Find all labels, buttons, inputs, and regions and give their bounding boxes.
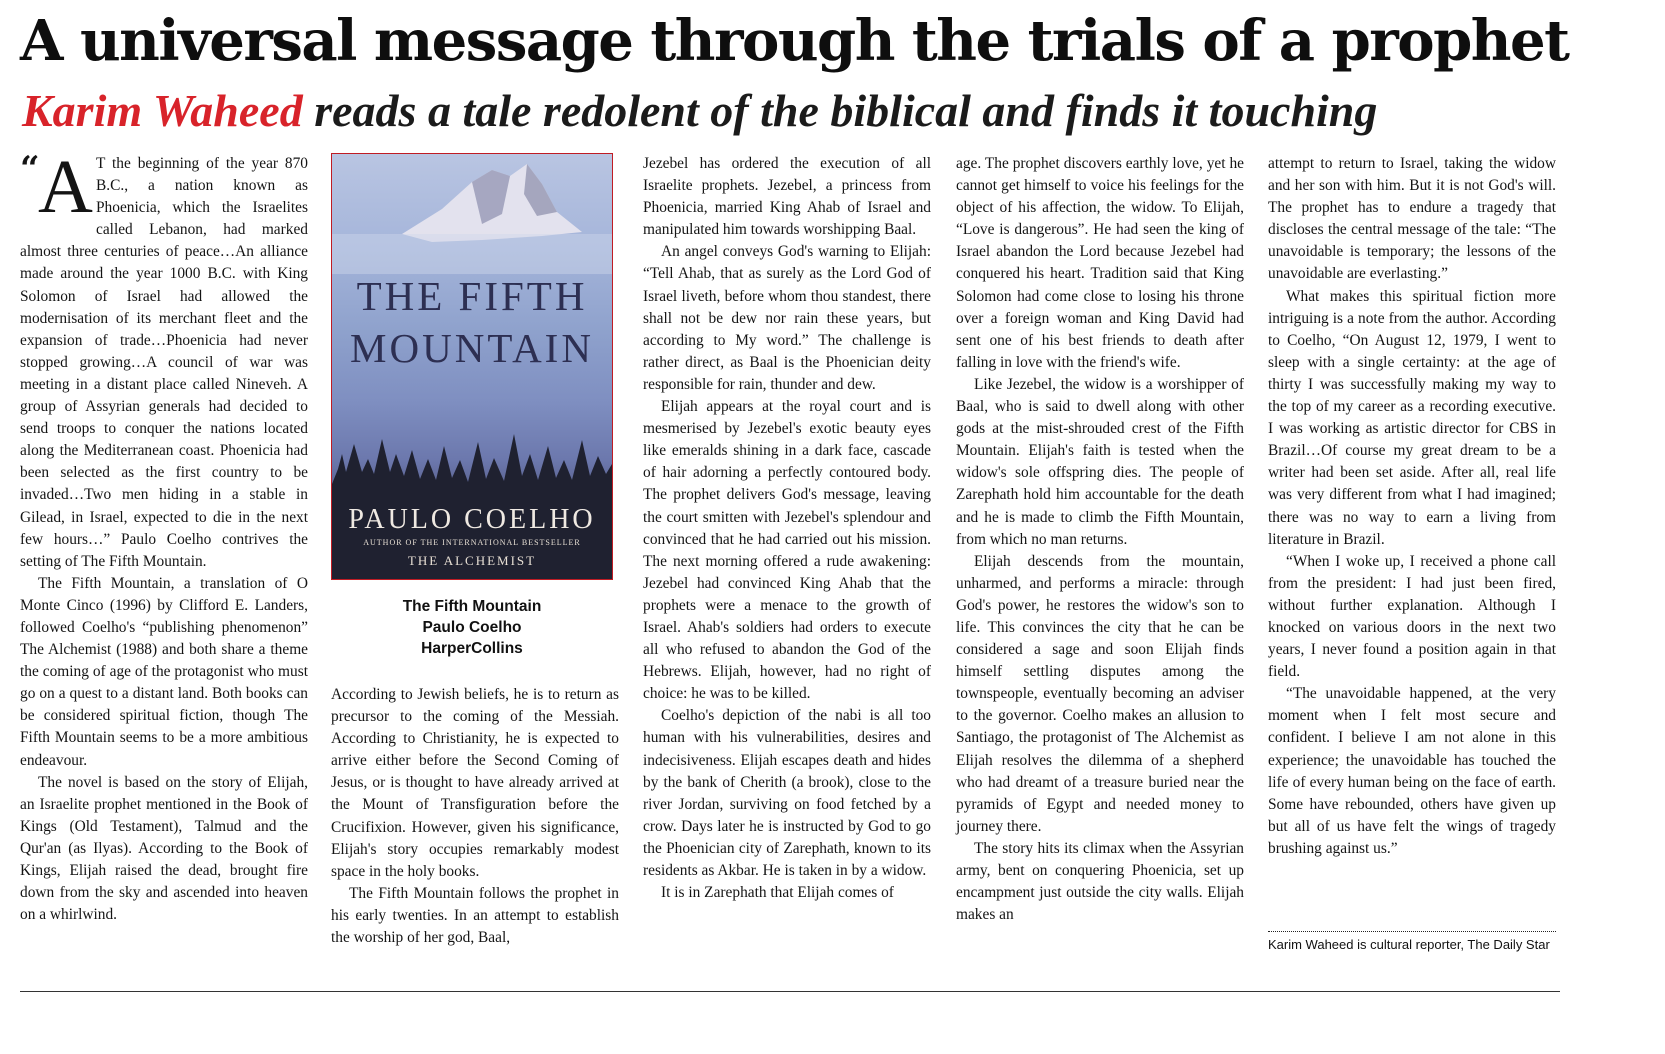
subhead [22,82,1377,140]
article-paragraph-6: An angel conveys God's warning to Elijah: “Tell Ahab, that as surely as the Lord God of Israel liveth, before whom thou standest, there shall not be dew nor rain these years, but according to My word.” The challenge is rather direct, as Baal is the Phoenician deity responsible for rain, thunder and dew. [643,243,931,393]
article-column-4 [956,153,1244,926]
article-column-3 [643,153,931,904]
drop-cap [20,145,96,229]
drop-cap-letter: A [38,145,93,229]
byline: Karim Waheed is cultural reporter, The Daily Star [1268,937,1550,952]
article-paragraph-13: What makes this spiritual fiction more intriguing is a note from the author. According to Coelho, “On August 12, 1979, I went to sleep with a single certainty: at the age of thirty I was successfully making my way to the top of my career as a recording executive. I was working as artistic director for CBS in Brazil…Of course my great dream to be a writer had been set aside. After all, real life was very different from what I had imagined; there was no way to earn a living from literature in Brazil. [1268,287,1556,548]
caption-author: Paulo Coelho [422,619,522,636]
article-paragraph-4: According to Jewish beliefs, he is to return as precursor to the coming of the Messiah. According to Christianity, he is expected to arrive either before the Second Coming of Jesus, or is thought to have already arrived at the Mount of Transfiguration before the Crucifixion. However, given his significance, Elijah's story occupies remarkably modest space in the holy books. [331,686,619,880]
cover-tagline-alchemist: THE ALCHEMIST [407,553,537,568]
article-paragraph-12-continued: attempt to return to Israel, taking the widow and her son with him. But it is not God's will. The prophet has to endure a tragedy that discloses the central message of the tale: “The unavoidable is temporary; the lessons of the unavoidable are everlasting.” [1268,155,1556,283]
article-paragraph-12: The story hits its climax when the Assyrian army, bent on conquering Phoenicia, set up encampment just outside the city walls. Elijah makes an [956,839,1244,924]
article-column-1 [20,145,308,926]
article-paragraph-5-continued: Jezebel has ordered the execution of all Israelite prophets. Jezebel, a princess from Phoenicia, married King Ahab of Israel and manipulated him towards worshipping Baal. [643,155,931,239]
article-column-5 [1268,153,1556,860]
article-paragraph-2: The Fifth Mountain, a translation of O Monte Cinco (1996) by Clifford E. Landers, followed Coelho's “publishing phenomenon” The Alchemist (1988) and both share a theme the coming of age of the protagonist who must go on a quest to a distant land. Both books can be considered spiritual fiction, though The Fifth Mountain seems to be a more ambitious endeavour. [20,574,308,769]
subhead-author: Karim Waheed [22,85,303,136]
article-paragraph-10: Like Jezebel, the widow is a worshipper of Baal, who is said to dwell along with other gods at the mist-shrouded crest of the Fifth Mountain. Elijah's faith is tested when the widow's sole offspring dies. The people of Zarephath hold him accountable for the death and he is made to climb the Fifth Mountain, from which no man returns. [956,375,1244,548]
article-paragraph-9-continued: age. The prophet discovers earthly love, yet he cannot get himself to voice his feelings for the object of his affection, the widow. To Elijah, “Love is dangerous”. He had seen the king of Israel abandon the Lord because Jezebel had conquered his heart. Tradition said that King Solomon had come close to losing his throne over a foreign woman and King David had sent one of his best friends to death after falling in love with the friend's wife. [956,155,1244,371]
article-paragraph-5: The Fifth Mountain follows the prophet in his early twenties. In an attempt to establish the worship of her god, Baal, [331,884,619,947]
article-paragraph-9: It is in Zarephath that Elijah comes of [661,884,894,902]
article-paragraph-1: T the beginning of the year 870 B.C., a nation known as Phoenicia, which the Israelites called Lebanon, had marked almost three centuries of peace…An alliance made around the year 1000 B.C. with King Solomon of Israel had allowed the modernisation of its merchant fleet and the expansion of trade…Phoenicia had never stopped growing…A council of war was meeting in a distant place called Nineveh. A group of Assyrian generals had decided to send troops to conquer the nations located along the Mediterranean coast. Phoenicia had been selected as the first country to be invaded…Two men hiding in a stable in Gilead, in Israel, expected to die in the next few hours…” Paulo Coelho contrives the setting of The Fifth Mountain. [20,155,308,570]
article-paragraph-15: “The unavoidable happened, at the very moment when I felt most secure and confident. I believe I am not alone in this experience; the unavoidable has touched the life of every human being on the face of earth. Some have rebounded, others have given up but all of us have felt the wings of tragedy brushing against us.” [1268,685,1556,857]
cover-tagline: AUTHOR OF THE INTERNATIONAL BESTSELLER [363,538,581,547]
book-caption [331,596,613,659]
cover-title-line-2: MOUNTAIN [350,325,594,371]
article-column-2 [331,684,619,949]
subhead-text: reads a tale redolent of the biblical and finds it touching [302,85,1378,136]
article-paragraph-3: The novel is based on the story of Elijah, an Israelite prophet mentioned in the Book of Kings (Old Testament), Talmud and the Qur'an (as Ilyas). According to the Book of Kings, Elijah raised the dead, brought fire down from the sky and ascended into heaven on a whirlwind. [20,773,308,924]
article-paragraph-14: “When I woke up, I received a phone call from the president: I had just been fired, without further explanation. Although I knocked on various doors in the next two years, I never found a position again in that field. [1268,552,1556,681]
opening-quote-mark: “ [20,149,40,189]
caption-title: The Fifth Mountain [402,598,542,615]
caption-publisher: HarperCollins [421,640,523,657]
page-bottom-rule [20,991,1560,992]
byline-divider [1268,931,1556,932]
article-paragraph-11: Elijah descends from the mountain, unharmed, and performs a miracle: through God's power, he restores the widow's son to life. This convinces the city that he can be considered a sage and soon Elijah finds himself settling disputes among the townspeople, eventually becoming an adviser to the governor. Coelho makes an allusion to Santiago, the protagonist of The Alchemist as Elijah resolves the dilemma of a shepherd who had dreamt of a treasure buried near the pyramids of Egypt and needed money to journey there. [956,552,1244,835]
article-paragraph-8: Coelho's depiction of the nabi is all too human with his vulnerabilities, desires and indecisiveness. Elijah escapes death and hides by the bank of Cherith (a brook), close to the river Jordan, surviving on food fetched by a crow. Days later he is instructed by God to go the Phoenician city of Zarephath, known to its residents as Akbar. He is taken in by a widow. [643,707,931,879]
headline: A universal message through the trials of a prophet [20,8,1569,74]
article-paragraph-7: Elijah appears at the royal court and is mesmerised by Jezebel's exotic beauty eyes like emeralds shining in a dark face, cascade of hair adorning a perfectly contoured body. The prophet delivers God's message, leaving the court smitten with Jezebel's splendour and convinced that he had carried out his mission. The next morning offered a rude awakening: Jezebel had convinced King Ahab that the prophets were a menace to the growth of Israel. Ahab's soldiers had orders to execute all who refused to abandon the God of the Hebrews. Elijah, however, had no right of choice: he was to be killed. [643,398,931,703]
book-cover-image [331,153,613,580]
cover-title-line-1: THE FIFTH [356,273,588,319]
cover-author: PAULO COELHO [348,504,596,535]
